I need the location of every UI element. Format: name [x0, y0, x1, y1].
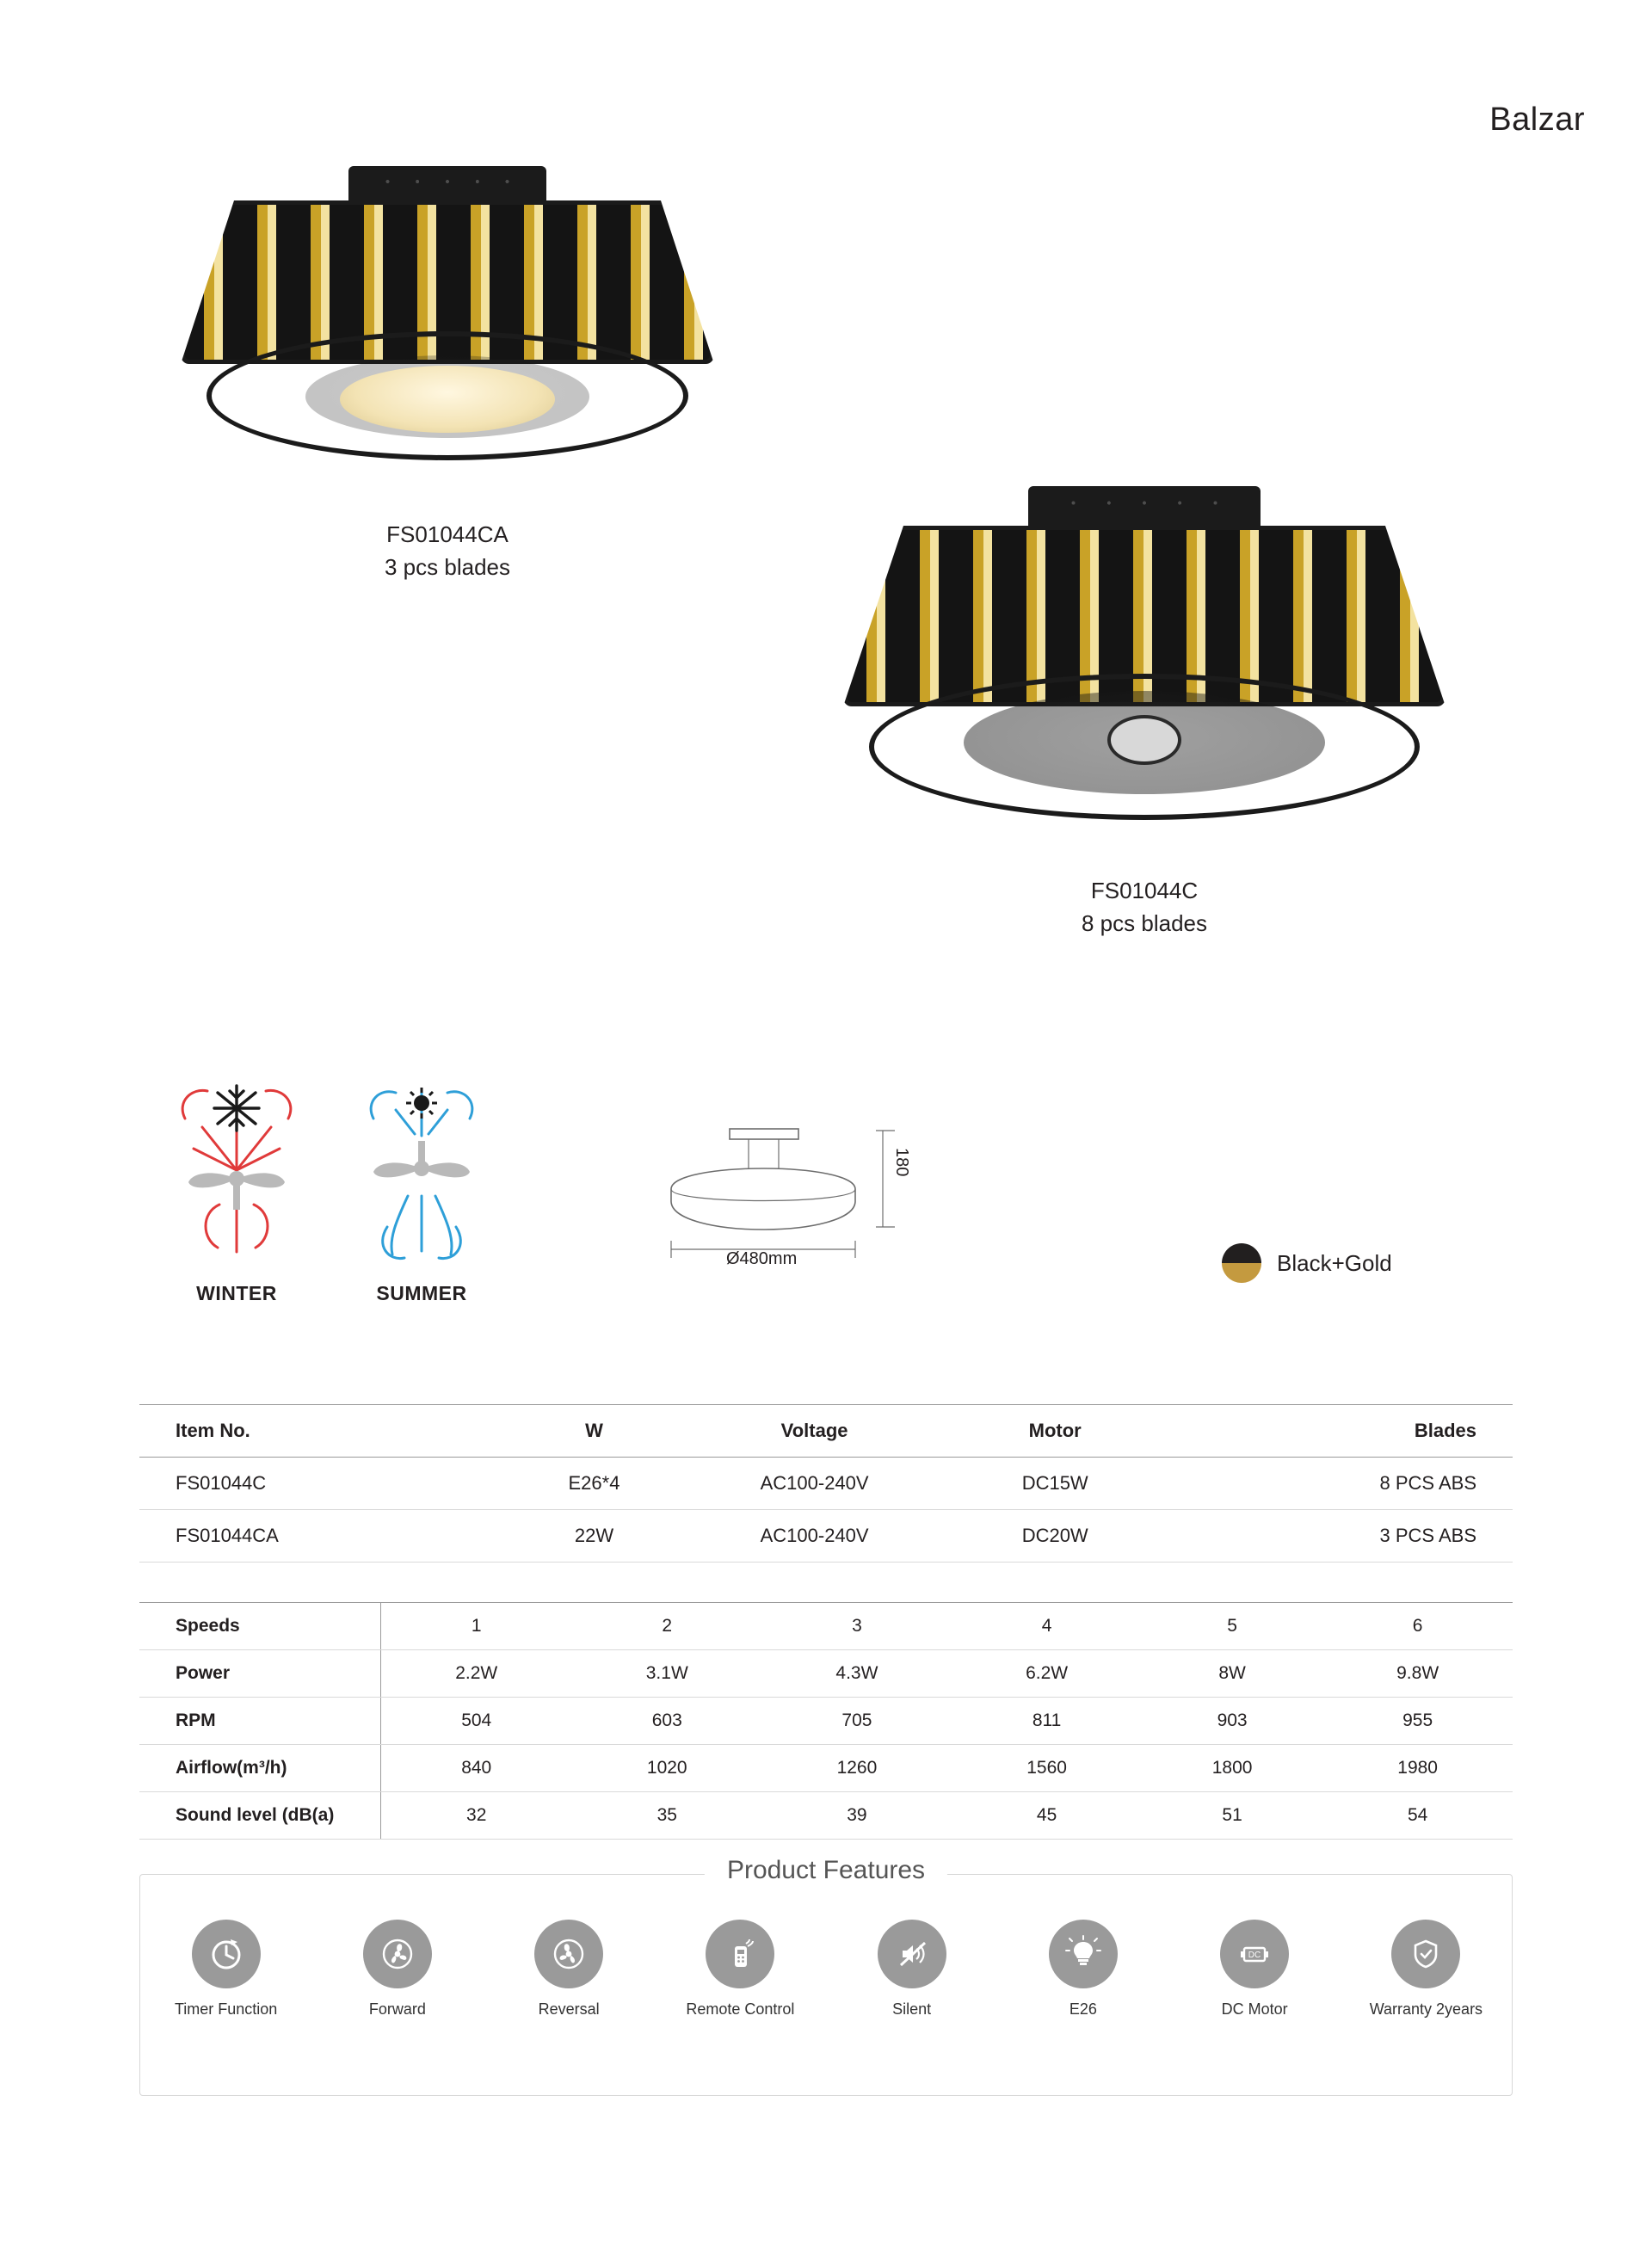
dc-motor-icon	[1220, 1920, 1289, 1988]
table-row-rpm	[139, 1698, 1513, 1745]
fan-canopy	[1028, 486, 1261, 527]
winter-mode	[151, 1067, 323, 1304]
feature-label: Timer Function	[174, 2000, 278, 2018]
cell-w: 22W	[523, 1510, 665, 1563]
svg-text:DC: DC	[1248, 1951, 1261, 1960]
cell-power-2: 3.1W	[572, 1650, 762, 1698]
cell-blades: 3 PCS ABS	[1146, 1510, 1513, 1563]
row-label-rpm: RPM	[139, 1698, 380, 1745]
fan-canopy	[348, 166, 546, 204]
fan-forward-icon	[363, 1920, 432, 1988]
fan-illustration	[181, 151, 714, 495]
table-row-sound	[139, 1792, 1513, 1840]
cell-speeds-4: 4	[952, 1603, 1142, 1650]
cell-speeds-2: 2	[572, 1603, 762, 1650]
fan-light-panel	[340, 366, 555, 433]
feature-reversal	[491, 1920, 646, 2019]
cell-sound-5: 51	[1142, 1792, 1322, 1840]
timer-icon	[192, 1920, 261, 1988]
cell-motor: DC20W	[964, 1510, 1146, 1563]
cell-rpm-1: 504	[380, 1698, 572, 1745]
table-row-airflow	[139, 1745, 1513, 1792]
cell-sound-3: 39	[762, 1792, 952, 1840]
diameter-dimension-label: Ø480mm	[726, 1249, 798, 1268]
summer-label: SUMMER	[376, 1282, 467, 1304]
cell-sound-4: 45	[952, 1792, 1142, 1840]
snowflake-icon	[151, 1067, 323, 1273]
table-row-speeds	[139, 1603, 1513, 1650]
cell-blades: 8 PCS ABS	[1146, 1458, 1513, 1510]
col-voltage: Voltage	[665, 1405, 964, 1458]
cell-voltage: AC100-240V	[665, 1458, 964, 1510]
product-1-blades: 3 pcs blades	[385, 553, 510, 580]
table-row	[139, 1458, 1513, 1510]
color-swatch-icon	[1222, 1243, 1261, 1283]
remote-control-icon	[706, 1920, 774, 1988]
product-2-blades: 8 pcs blades	[1082, 909, 1207, 936]
cell-airflow-5: 1800	[1142, 1745, 1322, 1792]
row-label-power: Power	[139, 1650, 380, 1698]
table-header-row	[139, 1405, 1513, 1458]
winter-label: WINTER	[196, 1282, 277, 1304]
cell-speeds-5: 5	[1142, 1603, 1322, 1650]
feature-forward	[320, 1920, 475, 2019]
col-motor: Motor	[964, 1405, 1146, 1458]
cell-rpm-3: 705	[762, 1698, 952, 1745]
height-dimension-label: 180	[892, 1148, 911, 1177]
feature-label: E26	[1069, 2000, 1097, 2018]
cell-sound-1: 32	[380, 1792, 572, 1840]
product-features-title: Product Features	[705, 1856, 947, 1885]
cell-item-no: FS01044C	[139, 1458, 523, 1510]
feature-warranty	[1348, 1920, 1503, 2019]
feature-label: Reversal	[538, 2000, 600, 2018]
specification-table	[139, 1404, 1513, 1563]
feature-list	[140, 1920, 1512, 2019]
cell-rpm-6: 955	[1322, 1698, 1513, 1745]
col-w: W	[523, 1405, 665, 1458]
table-row-power	[139, 1650, 1513, 1698]
cell-speeds-6: 6	[1322, 1603, 1513, 1650]
cell-airflow-4: 1560	[952, 1745, 1142, 1792]
cell-w: E26*4	[523, 1458, 665, 1510]
row-label-airflow: Airflow(m³/h)	[139, 1745, 380, 1792]
cell-airflow-2: 1020	[572, 1745, 762, 1792]
feature-label: Silent	[892, 2000, 932, 2018]
cell-airflow-3: 1260	[762, 1745, 952, 1792]
col-item-no: Item No.	[139, 1405, 523, 1458]
cell-rpm-4: 811	[952, 1698, 1142, 1745]
product-image-fs01044c	[843, 478, 1446, 940]
color-option	[1222, 1243, 1392, 1283]
product-2-name: FS01044C	[1090, 878, 1199, 903]
bulb-icon	[1049, 1920, 1118, 1988]
feature-silent	[835, 1920, 989, 2019]
cell-power-6: 9.8W	[1322, 1650, 1513, 1698]
cell-power-3: 4.3W	[762, 1650, 952, 1698]
cell-power-4: 6.2W	[952, 1650, 1142, 1698]
row-label-sound-level: Sound level (dB(a)	[139, 1792, 380, 1840]
fan-motor-hub	[1111, 718, 1178, 761]
performance-table	[139, 1602, 1513, 1840]
cell-power-5: 8W	[1142, 1650, 1322, 1698]
cell-rpm-2: 603	[572, 1698, 762, 1745]
feature-label: Remote Control	[686, 2000, 795, 2018]
cell-airflow-6: 1980	[1322, 1745, 1513, 1792]
feature-label: DC Motor	[1221, 2000, 1288, 2018]
brand-title: Balzar	[1489, 102, 1585, 138]
table-row	[139, 1510, 1513, 1563]
feature-label: Warranty 2years	[1369, 2000, 1483, 2018]
product-image-fs01044ca	[181, 151, 714, 583]
product-features-panel	[139, 1856, 1513, 2096]
cell-motor: DC15W	[964, 1458, 1146, 1510]
feature-e26	[1006, 1920, 1161, 2019]
cell-rpm-5: 903	[1142, 1698, 1322, 1745]
dimension-drawing	[637, 1119, 912, 1273]
cell-speeds-3: 3	[762, 1603, 952, 1650]
sun-icon	[336, 1067, 508, 1273]
feature-remote-control	[663, 1920, 817, 2019]
row-label-speeds: Speeds	[139, 1603, 380, 1650]
cell-voltage: AC100-240V	[665, 1510, 964, 1563]
feature-timer-function	[149, 1920, 304, 2019]
cell-speeds-1: 1	[380, 1603, 572, 1650]
mute-icon	[878, 1920, 946, 1988]
shield-icon	[1391, 1920, 1460, 1988]
cell-item-no: FS01044CA	[139, 1510, 523, 1563]
cell-sound-2: 35	[572, 1792, 762, 1840]
cell-airflow-1: 840	[380, 1745, 572, 1792]
feature-label: Forward	[368, 2000, 426, 2018]
fan-illustration	[843, 478, 1446, 856]
color-name: Black+Gold	[1277, 1249, 1392, 1276]
summer-mode	[336, 1067, 508, 1304]
cell-sound-6: 54	[1322, 1792, 1513, 1840]
fan-reversal-icon	[534, 1920, 603, 1988]
col-blades: Blades	[1146, 1405, 1513, 1458]
feature-dc-motor	[1177, 1920, 1332, 2019]
cell-power-1: 2.2W	[380, 1650, 572, 1698]
product-1-name: FS01044CA	[386, 521, 509, 547]
